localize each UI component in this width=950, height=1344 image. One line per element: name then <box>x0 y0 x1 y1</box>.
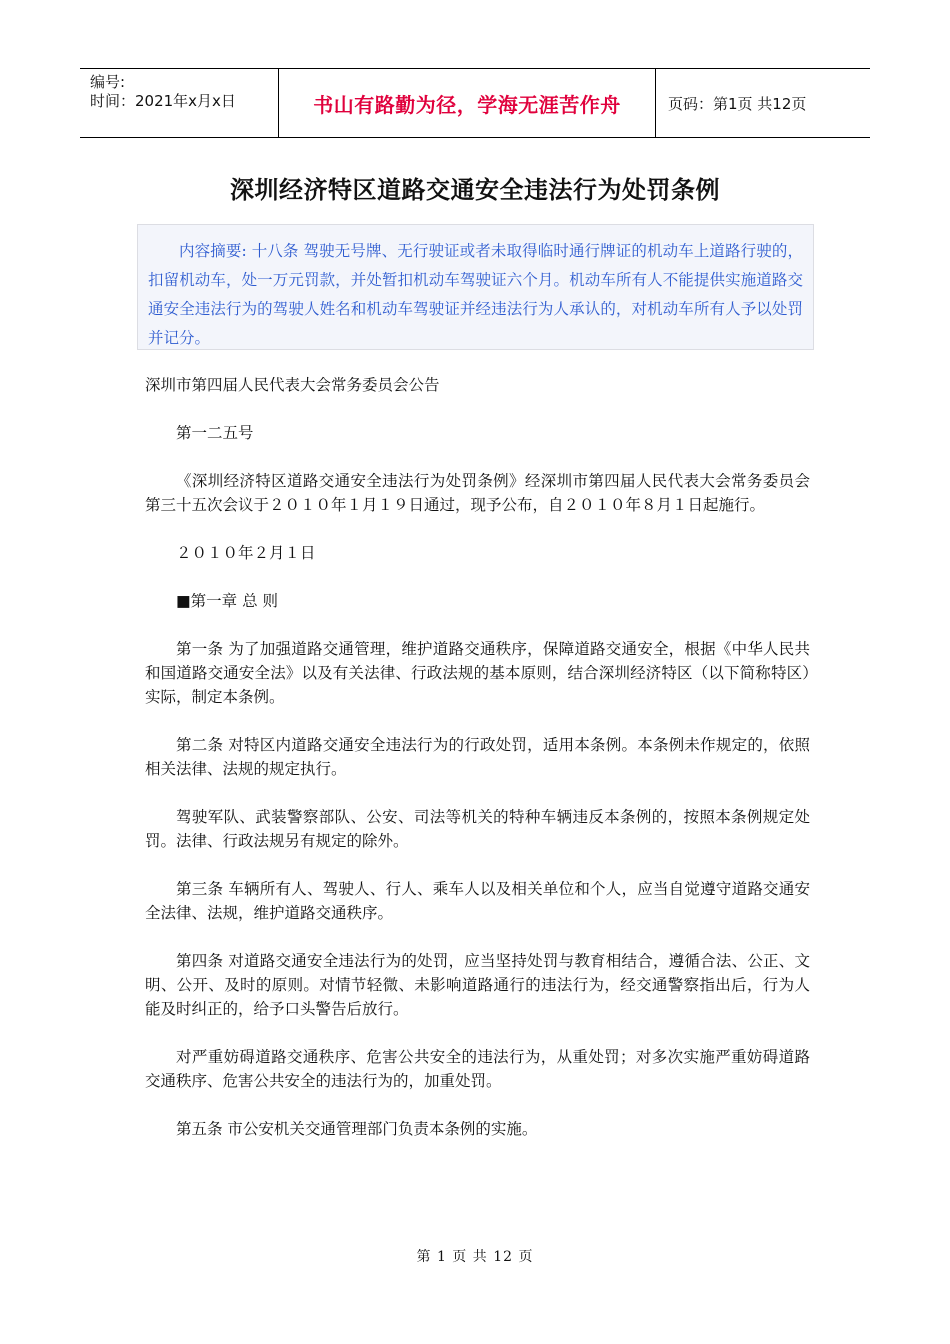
paragraph: 第一条 为了加强道路交通管理，维护道路交通秩序，保障道路交通安全，根据《中华人民共和国道路交通安全法》以及有关法律、行政法规的基本原则，结合深圳经济特区（以下简称特区）实际，制定本条例。 <box>145 640 810 706</box>
document-body <box>145 373 810 1165</box>
paragraph-number: 第一二五号 <box>176 424 254 442</box>
paragraph: 对严重妨碍道路交通秩序、危害公共安全的违法行为，从重处罚；对多次实施严重妨碍道路交通秩序、危害公共安全的违法行为的，加重处罚。 <box>145 1048 810 1090</box>
paragraph: 第二条 对特区内道路交通安全违法行为的行政处罚，适用本条例。本条例未作规定的，依照相关法律、法规的规定执行。 <box>145 736 810 778</box>
paragraph: 《深圳经济特区道路交通安全违法行为处罚条例》经深圳市第四届人民代表大会常务委员会第三十五次会议于２０１０年１月１９日通过，现予公布，自２０１０年８月１日起施行。 <box>145 472 810 514</box>
page-footer: 第 1 页 共 12 页 <box>416 1249 534 1265</box>
paragraph: 第四条 对道路交通安全违法行为的处罚，应当坚持处罚与教育相结合，遵循合法、公正、文明、公开、及时的原则。对情节轻微、未影响道路通行的违法行为，经交通警察指出后，行为人能及时纠正的，给予口头警告后放行。 <box>145 952 810 1018</box>
header-meta-cell <box>80 69 279 137</box>
paragraph: 驾驶军队、武装警察部队、公安、司法等机关的特种车辆违反本条例的，按照本条例规定处罚。法律、行政法规另有规定的除外。 <box>145 808 810 850</box>
header-motto: 书山有路勤为径，学海无涯苦作舟 <box>279 69 656 137</box>
paragraph-announcement: 深圳市第四届人民代表大会常务委员会公告 <box>145 376 440 394</box>
document-title: 深圳经济特区道路交通安全违法行为处罚条例 <box>230 175 720 204</box>
summary-box: 内容摘要: 十八条 驾驶无号牌、无行驶证或者未取得临时通行牌证的机动车上道路行驶的，扣留机动车，处一万元罚款，并处暂扣机动车驾驶证六个月。机动车所有人不能提供实施道路交通安全违法行为的驾驶人姓名和机动车驾驶证并经违法行为人承认的，对机动车所有人予以处罚并记分。 <box>137 224 814 350</box>
chapter-heading: ■第一章 总 则 <box>176 592 278 610</box>
number-label: 编号: <box>90 73 126 91</box>
paragraph-date: ２０１０年２月１日 <box>176 544 316 562</box>
paragraph: 第三条 车辆所有人、驾驶人、行人、乘车人以及相关单位和个人，应当自觉遵守道路交通安全法律、法规，维护道路交通秩序。 <box>145 880 810 922</box>
header-table <box>80 68 870 138</box>
header-page-info: 页码：第1页 共12页 <box>668 94 807 113</box>
paragraph: 第五条 市公安机关交通管理部门负责本条例的实施。 <box>176 1120 538 1138</box>
time-label: 时间：2021年x月x日 <box>90 92 236 110</box>
